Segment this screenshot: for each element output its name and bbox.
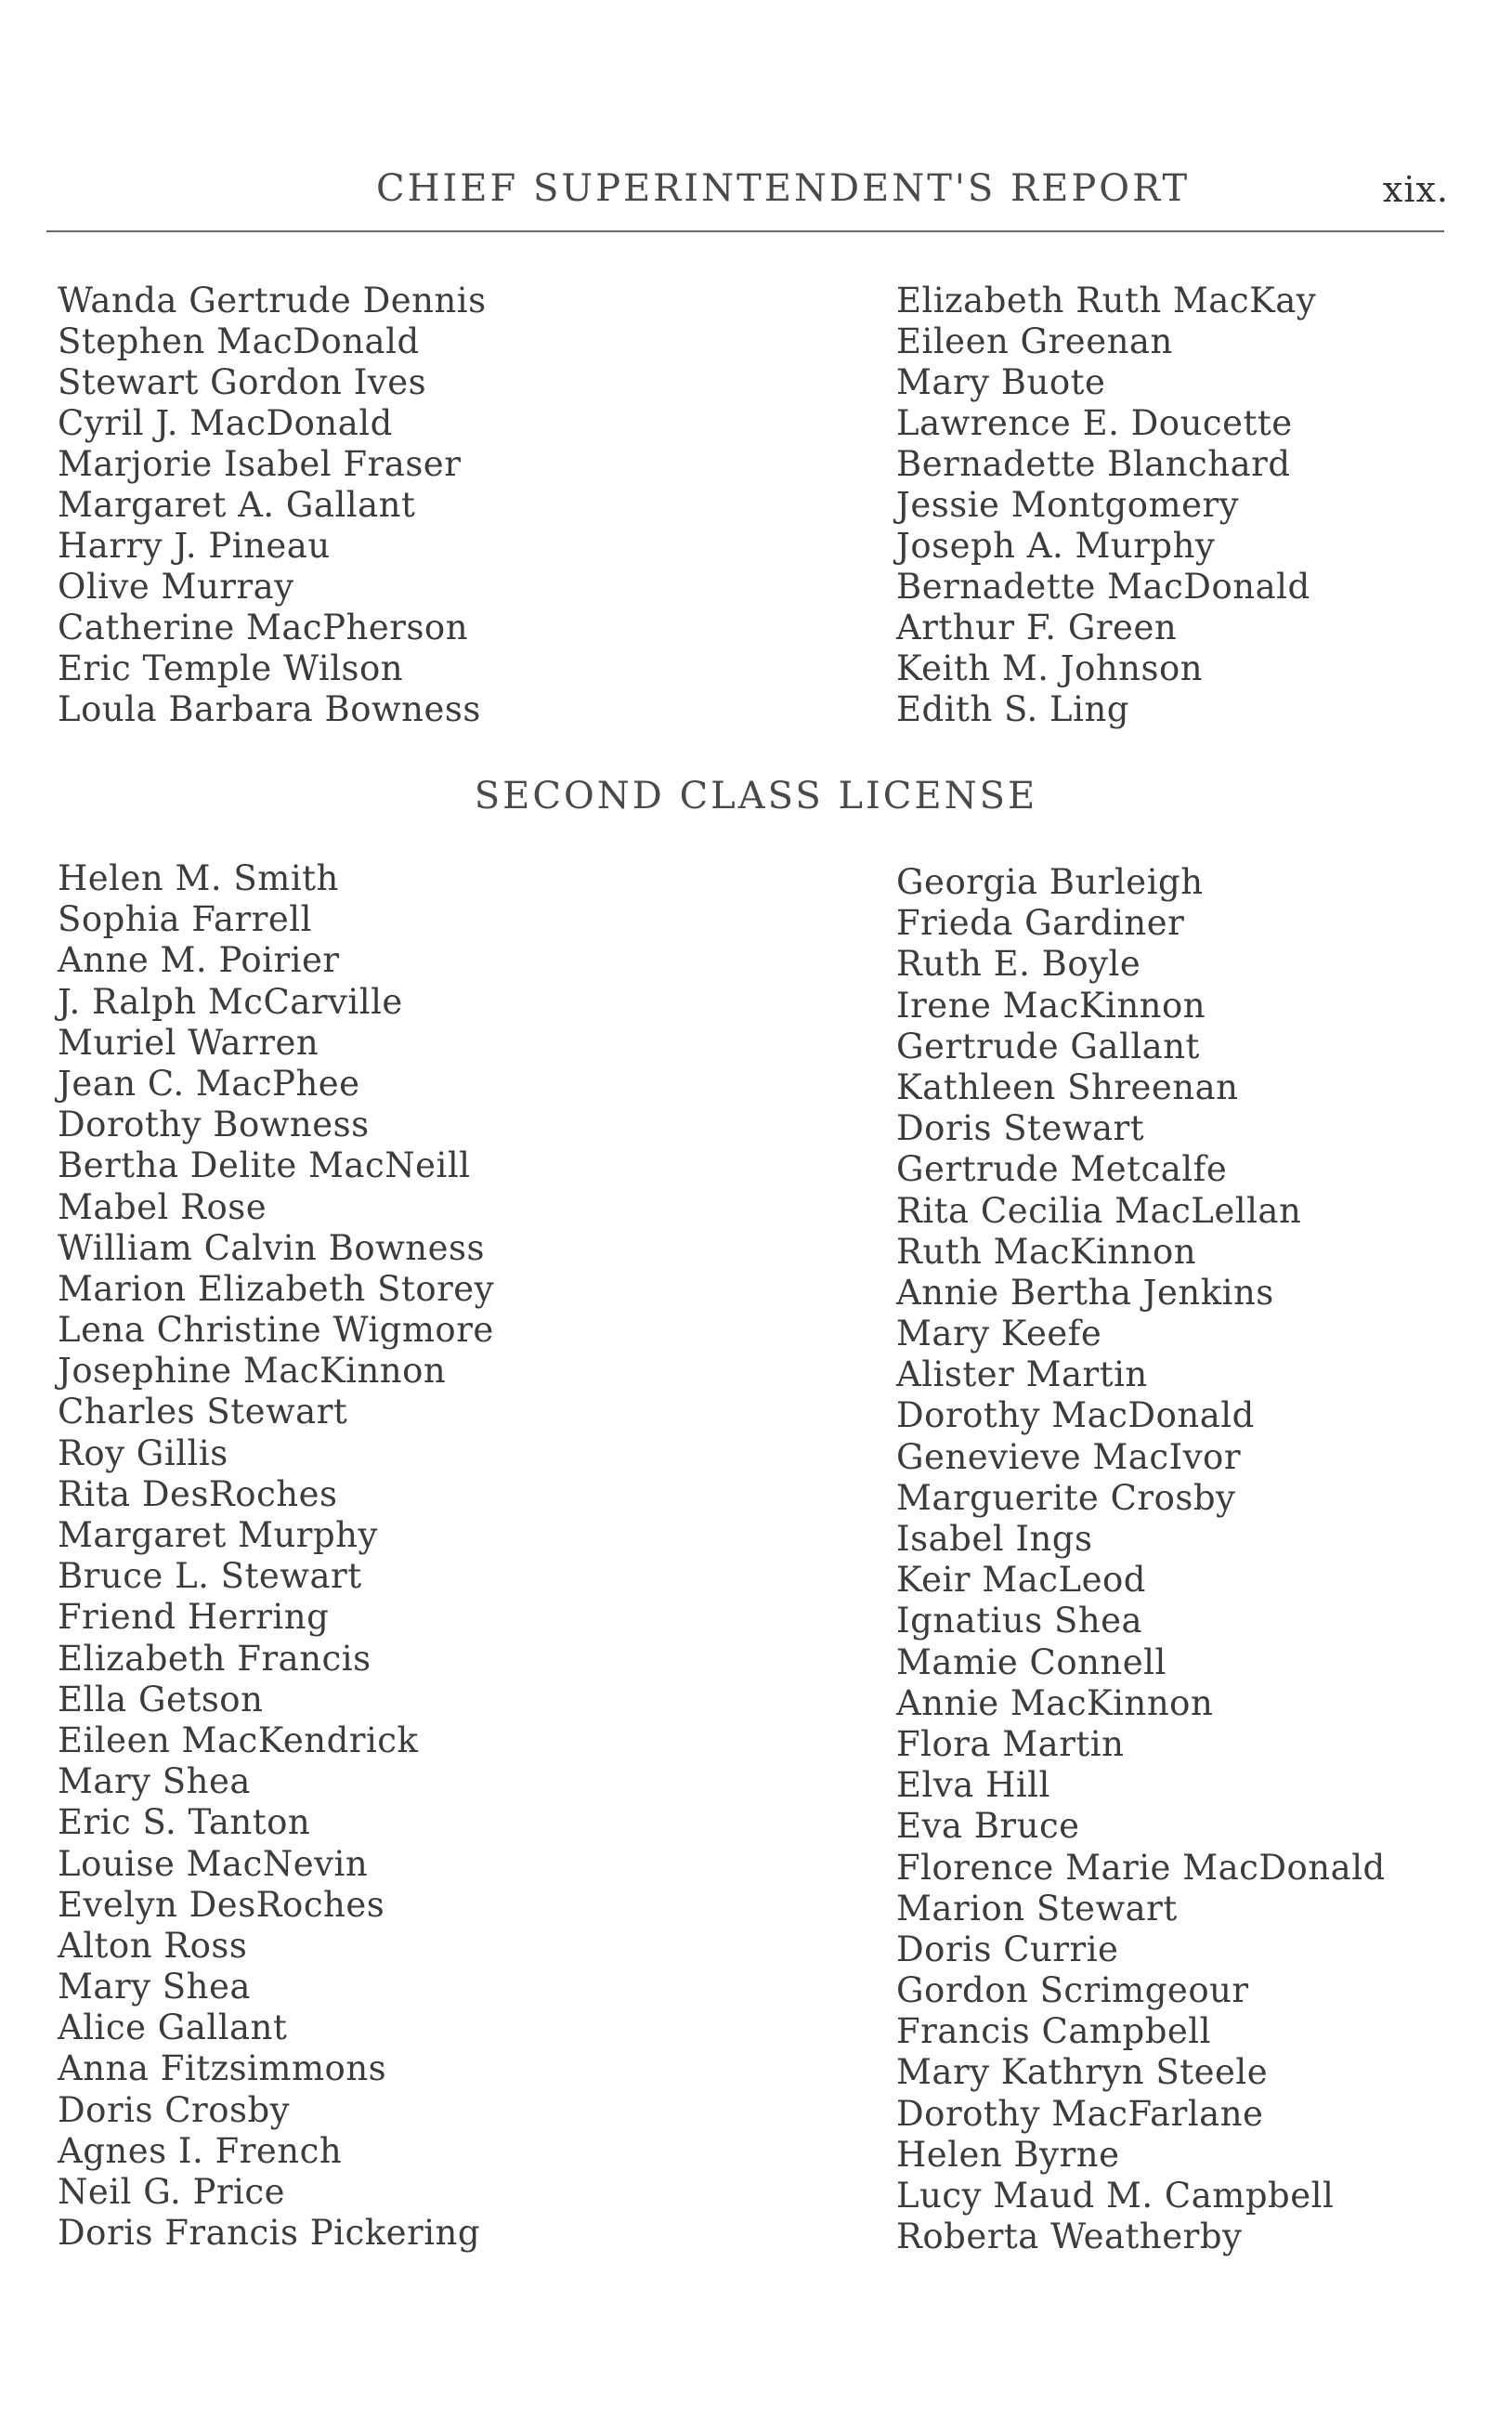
name-entry: Dorothy MacDonald — [896, 1395, 1255, 1436]
name-entry: Rita DesRoches — [58, 1473, 338, 1514]
name-entry: Bertha Delite MacNeill — [58, 1145, 471, 1186]
name-entry: Doris Crosby — [58, 2089, 291, 2130]
page-number: xix. — [1382, 169, 1449, 210]
name-entry: Bruce L. Stewart — [58, 1556, 362, 1597]
name-entry: Anne M. Poirier — [58, 940, 340, 981]
name-entry: Mamie Connell — [896, 1641, 1167, 1682]
name-entry: Dorothy Bowness — [58, 1105, 370, 1145]
name-entry: Annie Bertha Jenkins — [896, 1272, 1274, 1313]
name-entry: Catherine MacPherson — [58, 608, 469, 647]
first-class-right-column — [896, 281, 1316, 730]
name-entry: Muriel Warren — [58, 1022, 319, 1063]
name-entry: Jessie Montgomery — [896, 485, 1240, 525]
page-header — [0, 167, 1512, 232]
name-entry: Sophia Farrell — [58, 899, 312, 940]
name-entry: Ruth E. Boyle — [896, 944, 1141, 985]
name-entry: Flora Martin — [896, 1723, 1125, 1764]
name-entry: Florence Marie MacDonald — [896, 1847, 1386, 1888]
name-entry: Margaret Murphy — [58, 1515, 378, 1555]
name-entry: Charles Stewart — [58, 1392, 348, 1432]
name-entry: Elva Hill — [896, 1765, 1050, 1806]
name-entry: Frieda Gardiner — [896, 903, 1185, 944]
name-entry: Anna Fitzsimmons — [58, 2048, 387, 2089]
name-entry: Louise MacNevin — [58, 1843, 369, 1884]
name-entry: Gertrude Gallant — [896, 1026, 1200, 1066]
name-entry: Jean C. MacPhee — [58, 1063, 360, 1104]
name-entry: J. Ralph McCarville — [58, 981, 403, 1022]
name-entry: Helen M. Smith — [58, 858, 339, 898]
running-title: CHIEF SUPERINTENDENT'S REPORT — [376, 167, 1191, 210]
name-entry: Friend Herring — [58, 1597, 330, 1638]
name-entry: Bernadette MacDonald — [896, 567, 1310, 607]
name-entry: Dorothy MacFarlane — [896, 2093, 1264, 2134]
name-entry: Genevieve MacIvor — [896, 1436, 1242, 1477]
name-entry: Stewart Gordon Ives — [58, 362, 427, 402]
name-entry: Gertrude Metcalfe — [896, 1149, 1228, 1190]
name-entry: Kathleen Shreenan — [896, 1066, 1239, 1107]
name-entry: Arthur F. Green — [896, 608, 1178, 647]
name-entry: Keith M. Johnson — [896, 648, 1204, 688]
name-entry: Georgia Burleigh — [896, 862, 1204, 902]
name-entry: Bernadette Blanchard — [896, 444, 1291, 484]
name-entry: Agnes I. French — [58, 2130, 343, 2171]
name-entry: Mary Buote — [896, 362, 1106, 402]
name-entry: Lucy Maud M. Campbell — [896, 2176, 1335, 2216]
name-entry: Eric Temple Wilson — [58, 648, 404, 688]
name-entry: Olive Murray — [58, 567, 294, 607]
name-entry: Joseph A. Murphy — [896, 526, 1216, 566]
name-entry: Irene MacKinnon — [896, 985, 1206, 1026]
header-rule — [46, 230, 1444, 232]
name-entry: Isabel Ings — [896, 1519, 1093, 1559]
name-entry: Lena Christine Wigmore — [58, 1310, 494, 1351]
name-entry: Ignatius Shea — [896, 1601, 1143, 1641]
name-entry: Lawrence E. Doucette — [896, 403, 1293, 443]
second-class-left-column — [58, 858, 494, 2254]
name-entry: Elizabeth Francis — [58, 1638, 371, 1679]
name-entry: Loula Barbara Bowness — [58, 689, 481, 729]
name-entry: Eric S. Tanton — [58, 1802, 311, 1843]
name-entry: Ruth MacKinnon — [896, 1231, 1197, 1272]
first-class-left-column — [58, 281, 487, 730]
name-entry: Alton Ross — [58, 1925, 248, 1966]
name-entry: Cyril J. MacDonald — [58, 403, 393, 443]
section-title-second-class: SECOND CLASS LICENSE — [474, 775, 1038, 817]
name-entry: Eileen MacKendrick — [58, 1719, 419, 1760]
name-entry: Elizabeth Ruth MacKay — [896, 281, 1317, 320]
name-entry: Gordon Scrimgeour — [896, 1970, 1249, 2011]
name-entry: Mabel Rose — [58, 1186, 267, 1227]
name-entry: Josephine MacKinnon — [58, 1351, 447, 1392]
name-entry: Annie MacKinnon — [896, 1682, 1214, 1723]
name-entry: Helen Byrne — [896, 2134, 1120, 2175]
name-entry: Marion Stewart — [896, 1888, 1178, 1929]
name-entry: Harry J. Pineau — [58, 526, 331, 566]
name-entry: Eileen Greenan — [896, 321, 1173, 361]
name-entry: Margaret A. Gallant — [58, 485, 416, 525]
name-entry: Doris Francis Pickering — [58, 2213, 481, 2254]
name-entry: Roberta Weatherby — [896, 2216, 1243, 2257]
name-entry: Doris Currie — [896, 1929, 1119, 1969]
name-entry: Rita Cecilia MacLellan — [896, 1190, 1302, 1231]
name-entry: Marguerite Crosby — [896, 1477, 1236, 1518]
name-entry: Mary Shea — [58, 1967, 251, 2007]
name-entry: Ella Getson — [58, 1679, 264, 1719]
name-entry: Mary Kathryn Steele — [896, 2052, 1269, 2093]
name-entry: Alice Gallant — [58, 2007, 288, 2048]
name-entry: Mary Shea — [58, 1761, 251, 1802]
name-entry: Roy Gillis — [58, 1432, 228, 1473]
second-class-right-column — [896, 862, 1386, 2257]
name-entry: William Calvin Bowness — [58, 1227, 485, 1268]
name-entry: Evelyn DesRoches — [58, 1884, 385, 1925]
name-entry: Stephen MacDonald — [58, 321, 420, 361]
name-entry: Doris Stewart — [896, 1108, 1145, 1149]
name-entry: Marjorie Isabel Fraser — [58, 444, 462, 484]
name-entry: Francis Campbell — [896, 2011, 1211, 2052]
name-entry: Keir MacLeod — [896, 1560, 1146, 1601]
name-entry: Neil G. Price — [58, 2172, 285, 2212]
name-entry: Mary Keefe — [896, 1314, 1102, 1354]
name-entry: Edith S. Ling — [896, 689, 1129, 729]
name-entry: Eva Bruce — [896, 1806, 1080, 1847]
name-entry: Alister Martin — [896, 1354, 1148, 1395]
name-entry: Marion Elizabeth Storey — [58, 1268, 495, 1309]
name-entry: Wanda Gertrude Dennis — [58, 281, 487, 320]
